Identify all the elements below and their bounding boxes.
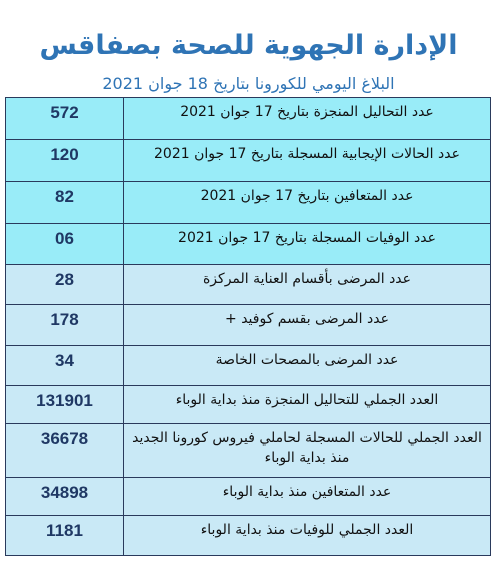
row-label: العدد الجملي للوفيات منذ بداية الوباء — [200, 522, 414, 538]
row-label: عدد المرضى بأقسام العناية المركزة — [202, 271, 412, 287]
row-label: عدد الحالات الإيجابية المسجلة بتاريخ 17 جوان 2021 — [154, 146, 460, 162]
row-label: عدد المتعافين بتاريخ 17 جوان 2021 — [200, 188, 414, 204]
row-value: 131901 — [6, 386, 124, 423]
table-row — [6, 424, 490, 478]
table-row — [6, 386, 490, 424]
table-row — [6, 478, 490, 516]
row-value: 1181 — [6, 516, 124, 555]
row-value: 34 — [6, 346, 124, 385]
statistics-table — [5, 97, 491, 556]
page-title: الإدارة الجهوية للصحة بصفاقس — [39, 30, 458, 61]
table-row — [6, 224, 490, 265]
row-label: عدد المتعافين منذ بداية الوباء — [222, 484, 392, 500]
row-label: العدد الجملي للتحاليل المنجزة منذ بداية الوباء — [175, 392, 439, 408]
row-label: عدد المرضى بقسم كوفيد + — [225, 311, 389, 327]
row-value: 36678 — [6, 424, 124, 477]
table-row — [6, 305, 490, 346]
row-label: العدد الجملي للحالات المسجلة لحاملي فيروس كورونا الجديد منذ بداية الوباء — [132, 430, 482, 466]
table-row — [6, 140, 490, 182]
row-value: 120 — [6, 140, 124, 181]
table-row — [6, 98, 490, 140]
row-label: عدد الوفيات المسجلة بتاريخ 17 جوان 2021 — [178, 230, 436, 246]
table-row — [6, 182, 490, 224]
row-value: 34898 — [6, 478, 124, 515]
table-row — [6, 516, 490, 555]
row-value: 82 — [6, 182, 124, 223]
row-label: عدد التحاليل المنجزة بتاريخ 17 جوان 2021 — [180, 104, 434, 120]
row-value: 28 — [6, 265, 124, 304]
row-value: 178 — [6, 305, 124, 345]
row-value: 06 — [6, 224, 124, 264]
page-subtitle: البلاغ اليومي للكورونا بتاريخ 18 جوان 2021 — [102, 74, 395, 93]
table-row — [6, 346, 490, 386]
row-value: 572 — [6, 98, 124, 139]
row-label: عدد المرضى بالمصحات الخاصة — [215, 352, 399, 368]
table-row — [6, 265, 490, 305]
